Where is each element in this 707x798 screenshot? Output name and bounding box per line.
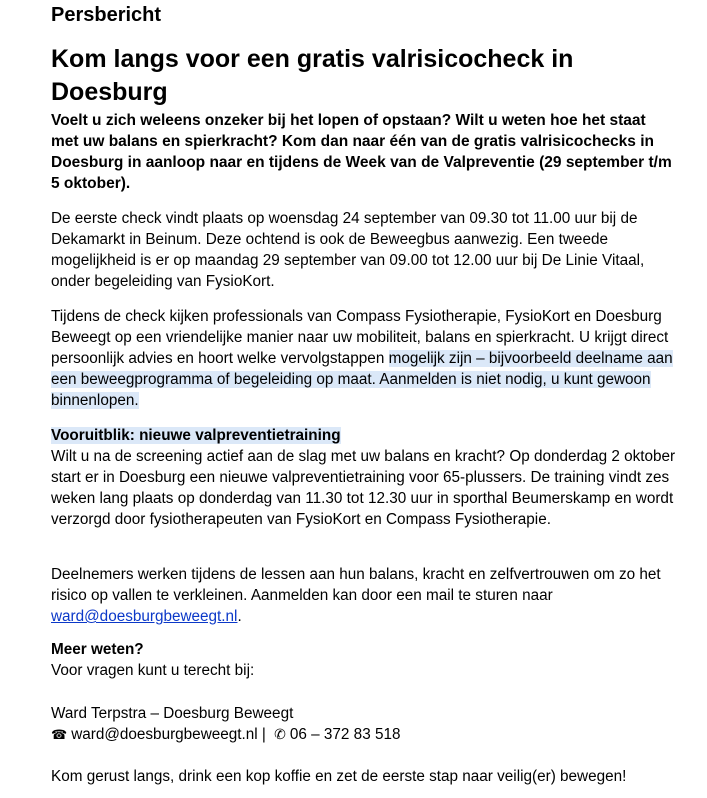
paragraph-questions: Voor vragen kunt u terecht bij: bbox=[51, 662, 255, 679]
section-heading-more-info: Meer weten? bbox=[51, 641, 144, 658]
contact-email: ward@doesburgbeweegt.nl bbox=[71, 726, 258, 743]
contact-separator: | bbox=[257, 726, 271, 743]
paragraph-check-details-text: Tijdens de check kijken professionals van Compass Fysiotherapie, FysioKort en Doesburg Beweegt op een vriendelijke manier naar uw mobiliteit, balans en spierkracht. U krijgt direct persoonlijk advies en hoort welke vervolgstappen bbox=[51, 308, 669, 367]
paragraph-participants bbox=[51, 564, 681, 627]
highlighted-text: mogelijk zijn – bijvoorbeeld deelname aan een beweegprogramma of begeleiding op maat. Aanmelden is niet nodig, u kunt gewoon binnenlopen. bbox=[51, 350, 673, 409]
contact-line bbox=[51, 724, 681, 745]
paragraph-check-dates: De eerste check vindt plaats op woensdag 24 september van 09.30 tot 11.00 uur bij de Dekamarkt in Beinum. Deze ochtend is ook de Beweegbus aanwezig. Een tweede mogelijkheid is er op maandag 29 september van 09.00 tot 12.00 uur bij De Linie Vitaal, onder begeleiding van FysioKort. bbox=[51, 210, 645, 290]
paragraph-participants-text: Deelnemers werken tijdens de lessen aan hun balans, kracht en zelfvertrouwen om zo het risico op vallen te verkleinen. Aanmelden kan door een mail te sturen naar bbox=[51, 566, 661, 604]
intro-paragraph: Voelt u zich weleens onzeker bij het lopen of opstaan? Wilt u weten hoe het staat met uw balans en spierkracht? Kom dan naar één van de gratis valrisicochecks in Doesburg in aanloop naar en tijdens de Week van de Valpreventie (29 september t/m 5 oktober). bbox=[51, 112, 672, 192]
contact-name: Ward Terpstra – Doesburg Beweegt bbox=[51, 705, 294, 722]
document-title: Kom langs voor een gratis valrisicocheck in Doesburg bbox=[51, 45, 574, 106]
email-link[interactable]: ward@doesburgbeweegt.nl bbox=[51, 608, 238, 625]
press-release-label: Persbericht bbox=[51, 4, 162, 26]
paragraph-check-details bbox=[51, 306, 681, 411]
phone-icon: ✆ bbox=[274, 726, 286, 742]
section-heading-training-text: Vooruitblik: nieuwe valpreventietraining bbox=[51, 427, 341, 444]
paragraph-training: Wilt u na de screening actief aan de slag met uw balans en kracht? Op donderdag 2 oktober start er in Doesburg een nieuwe valpreventietraining voor 65-plussers. De training vindt zes weken lang plaats op donderdag van 11.30 tot 12.30 uur in sporthal Beumerskamp en wordt verzorgd door fysiotherapeuten van FysioKort en Compass Fysiotherapie. bbox=[51, 448, 676, 528]
paragraph-participants-end: . bbox=[237, 608, 242, 625]
section-heading-training bbox=[51, 425, 341, 446]
contact-phone: 06 – 372 83 518 bbox=[289, 726, 401, 743]
closing-line: Kom gerust langs, drink een kop koffie en zet de eerste stap naar veilig(er) bewegen! bbox=[51, 768, 627, 785]
phone-book-icon: ☎ bbox=[51, 727, 68, 742]
